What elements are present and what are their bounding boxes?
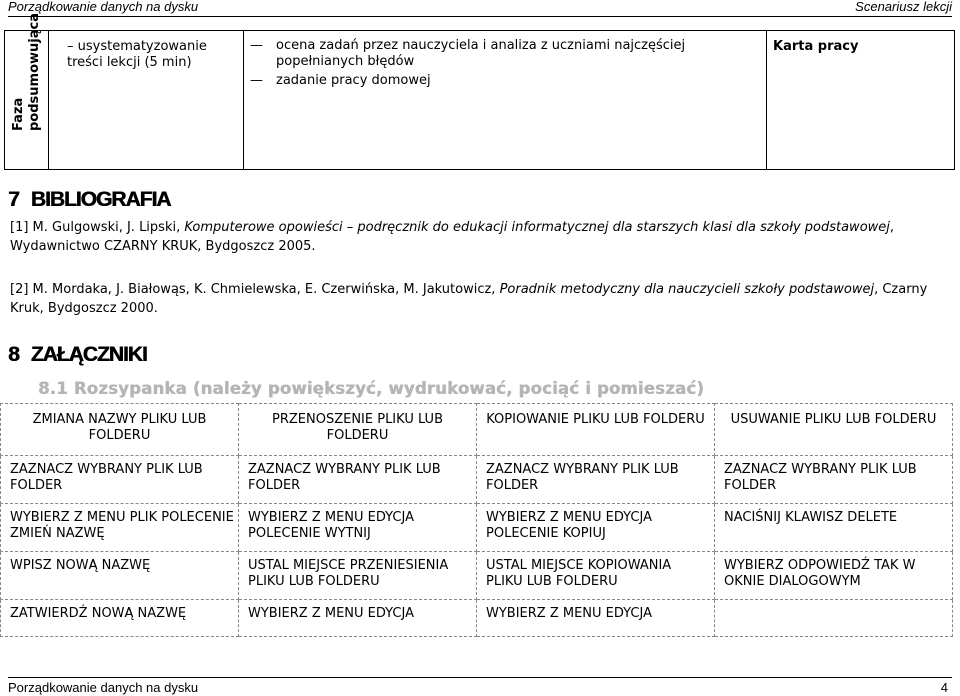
ref-authors: [1] M. Gulgowski, J. Lipski, bbox=[10, 220, 185, 235]
cards-row bbox=[1, 552, 953, 600]
attachments-number: 8 bbox=[8, 343, 19, 366]
phase-methods-cell bbox=[244, 31, 767, 170]
card-cell: NACIŚNIJ KLAWISZ DELETE bbox=[715, 504, 953, 552]
card-cell: ZAZNACZ WYBRANY PLIK LUB FOLDER bbox=[1, 456, 239, 504]
phase-label-line-1: Faza bbox=[10, 97, 26, 131]
cards-header-row bbox=[1, 404, 953, 456]
card-cell: USTAL MIEJSCE KOPIOWANIA PLIKU LUB FOLDERU bbox=[477, 552, 715, 600]
card-header: USUWANIE PLIKU LUB FOLDERU bbox=[715, 404, 953, 456]
ref-title: Poradnik metodyczny dla nauczycieli szkoły podstawowej bbox=[499, 282, 875, 297]
card-cell: WYBIERZ Z MENU EDYCJA bbox=[239, 600, 477, 637]
header-document-type: Scenariusz lekcji bbox=[855, 0, 952, 14]
cards-row bbox=[1, 504, 953, 552]
card-cell: USTAL MIEJSCE PRZENIESIENIA PLIKU LUB FOLDERU bbox=[239, 552, 477, 600]
ref-publisher: , Czarny Kruk, Bydgoszcz 2000. bbox=[10, 282, 928, 316]
card-cell: WPISZ NOWĄ NAZWĘ bbox=[1, 552, 239, 600]
card-cell bbox=[715, 600, 953, 637]
method-item bbox=[250, 73, 766, 89]
header-document-title: Porządkowanie danych na dysku bbox=[8, 0, 199, 14]
scramble-cards-table bbox=[0, 403, 953, 637]
card-cell: WYBIERZ Z MENU EDYCJA POLECENIE WYTNIJ bbox=[239, 504, 477, 552]
attachments-title: ZAŁĄCZNIKI bbox=[30, 343, 147, 366]
summary-phase-table bbox=[4, 13, 955, 170]
card-header: PRZENOSZENIE PLIKU LUB FOLDERU bbox=[239, 404, 477, 456]
activity-line-2: treści lekcji (5 min) bbox=[67, 55, 192, 70]
phase-label-cell bbox=[5, 13, 49, 170]
materials-text: Karta pracy bbox=[773, 39, 859, 54]
method-text: zadanie pracy domowej bbox=[276, 73, 431, 88]
dash-bullet-icon: — bbox=[250, 38, 263, 53]
bibliography-heading bbox=[8, 188, 170, 212]
card-cell: WYBIERZ Z MENU EDYCJA bbox=[477, 600, 715, 637]
bibliography-entry-2 bbox=[10, 280, 940, 318]
card-cell: ZAZNACZ WYBRANY PLIK LUB FOLDER bbox=[239, 456, 477, 504]
page-header bbox=[8, 0, 952, 17]
method-text: ocena zadań przez nauczyciela i analiza z uczniami najczęściej popełnianych błędów bbox=[276, 38, 686, 69]
phase-label-line-2: podsumowująca bbox=[26, 13, 42, 131]
card-header: KOPIOWANIE PLIKU LUB FOLDERU bbox=[477, 404, 715, 456]
footer-document-title: Porządkowanie danych na dysku bbox=[8, 680, 199, 695]
cards-row bbox=[1, 600, 953, 637]
bibliography-title: BIBLIOGRAFIA bbox=[30, 188, 171, 211]
page-footer bbox=[8, 677, 952, 696]
card-cell: ZAZNACZ WYBRANY PLIK LUB FOLDER bbox=[715, 456, 953, 504]
ref-authors: [2] M. Mordaka, J. Białowąs, K. Chmielewska, E. Czerwińska, M. Jakutowicz, bbox=[10, 282, 500, 297]
card-cell: ZATWIERDŹ NOWĄ NAZWĘ bbox=[1, 600, 239, 637]
card-cell: WYBIERZ Z MENU EDYCJA POLECENIE KOPIUJ bbox=[477, 504, 715, 552]
card-header: ZMIANA NAZWY PLIKU LUB FOLDERU bbox=[1, 404, 239, 456]
phase-materials-cell bbox=[767, 31, 955, 170]
ref-title: Komputerowe opowieści – podręcznik do edukacji informatycznej dla starszych klasi dla szkoły podstawowej bbox=[184, 220, 890, 235]
activity-line-1: – usystematyzowanie bbox=[67, 39, 207, 54]
page-number: 4 bbox=[940, 680, 948, 695]
attachments-subheading: 8.1 Rozsypanka (należy powiększyć, wydrukować, pociąć i pomieszać) bbox=[38, 379, 704, 398]
method-item bbox=[250, 38, 766, 70]
bibliography-entry-1 bbox=[10, 218, 940, 256]
bibliography-number: 7 bbox=[8, 188, 19, 211]
card-cell: WYBIERZ Z MENU PLIK POLECENIE ZMIEŃ NAZWĘ bbox=[1, 504, 239, 552]
cards-row bbox=[1, 456, 953, 504]
card-cell: WYBIERZ ODPOWIEDŹ TAK W OKNIE DIALOGOWYM bbox=[715, 552, 953, 600]
phase-label bbox=[11, 13, 43, 131]
card-cell: ZAZNACZ WYBRANY PLIK LUB FOLDER bbox=[477, 456, 715, 504]
dash-bullet-icon: — bbox=[250, 73, 263, 88]
attachments-heading bbox=[8, 343, 147, 367]
ref-publisher: , Wydawnictwo CZARNY KRUK, Bydgoszcz 2005. bbox=[10, 220, 895, 254]
phase-activity-cell bbox=[49, 31, 244, 170]
